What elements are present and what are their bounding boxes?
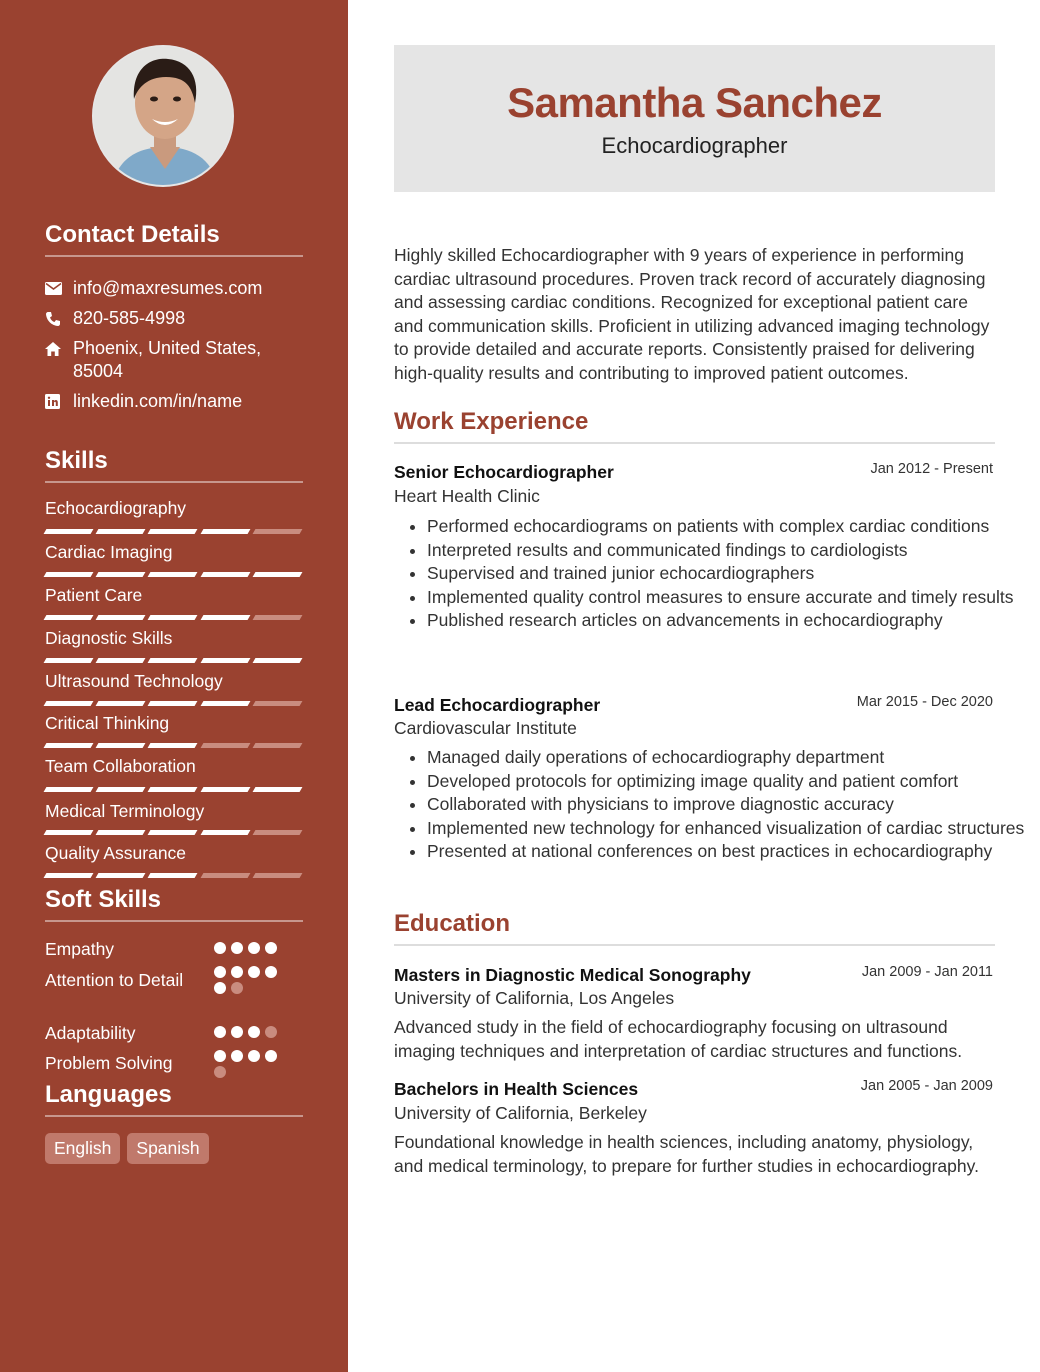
rating-segment — [252, 529, 302, 534]
skill-rating-bar — [45, 658, 301, 663]
skill-name: Team Collaboration — [45, 756, 196, 776]
contact-phone-text: 820-585-4998 — [73, 308, 186, 328]
rating-segment — [44, 701, 94, 706]
rating-segment — [252, 615, 302, 620]
rating-segment — [44, 873, 94, 878]
rating-segment — [44, 787, 94, 792]
job-bullets — [394, 515, 1027, 633]
soft-skill-name: Empathy — [45, 939, 115, 959]
bullet: • Interpreted results and communicated findings to cardiologists — [427, 539, 1027, 563]
rating-dot — [214, 1026, 226, 1038]
bullet: • Developed protocols for optimizing image quality and patient comfort — [427, 770, 1027, 794]
rating-segment — [252, 658, 302, 663]
address-line-2: 85004 — [73, 361, 124, 381]
rating-dot — [231, 966, 243, 978]
job-title: Senior Echocardiographer — [394, 462, 614, 482]
language-tag: English — [45, 1133, 120, 1164]
soft-skill-rating — [214, 966, 290, 994]
rating-segment — [252, 830, 302, 835]
rating-segment — [200, 529, 250, 534]
rating-dot — [265, 1050, 277, 1062]
contact-email-text: info@maxresumes.com — [73, 278, 263, 298]
rating-segment — [44, 615, 94, 620]
rating-segment — [200, 701, 250, 706]
rating-segment — [96, 873, 146, 878]
education-heading: Education — [394, 910, 995, 946]
languages-list — [45, 1133, 209, 1164]
job-dates: Jan 2012 - Present — [870, 461, 993, 477]
rating-segment — [148, 658, 198, 663]
rating-segment — [252, 787, 302, 792]
school-name: University of California, Berkeley — [394, 1103, 647, 1123]
rating-segment — [252, 701, 302, 706]
rating-segment — [96, 743, 146, 748]
skill-name: Patient Care — [45, 585, 143, 605]
degree-description: Foundational knowledge in health sciences, including anatomy, physiology, and medical terminology, to prepare for further studies in echocardiography. — [394, 1132, 979, 1176]
rating-dot — [214, 942, 226, 954]
rating-segment — [96, 658, 146, 663]
contact-linkedin-text: linkedin.com/in/name — [73, 391, 243, 411]
sidebar — [0, 0, 348, 1372]
bullet: • Implemented new technology for enhanced visualization of cardiac structures — [427, 817, 1027, 841]
rating-segment — [148, 787, 198, 792]
rating-dot — [265, 942, 277, 954]
degree-dates: Jan 2009 - Jan 2011 — [861, 964, 993, 980]
job-dates: Mar 2015 - Dec 2020 — [856, 694, 993, 710]
rating-segment — [200, 615, 250, 620]
rating-segment — [96, 830, 146, 835]
rating-dot — [265, 966, 277, 978]
rating-dot — [214, 1066, 226, 1078]
contact-linkedin[interactable] — [45, 390, 305, 413]
contact-heading: Contact Details — [45, 221, 303, 257]
phone-icon — [45, 307, 73, 330]
soft-skill-rating — [214, 1050, 290, 1078]
rating-dot — [214, 1050, 226, 1062]
bullet: • Published research articles on advancements in echocardiography — [427, 609, 1027, 633]
soft-skill-name: Attention to Detail — [45, 970, 184, 990]
skill-name: Echocardiography — [45, 498, 187, 518]
skill-rating-bar — [45, 830, 301, 835]
rating-segment — [252, 873, 302, 878]
rating-segment — [252, 743, 302, 748]
rating-segment — [148, 873, 198, 878]
language-tag: Spanish — [127, 1133, 208, 1164]
soft-skill-name: Problem Solving — [45, 1053, 173, 1073]
avatar — [92, 45, 234, 187]
skill-rating-bar — [45, 743, 301, 748]
skill-name: Cardiac Imaging — [45, 542, 173, 562]
rating-dot — [231, 1050, 243, 1062]
envelope-icon — [45, 277, 73, 300]
bullet: • Managed daily operations of echocardiography department — [427, 746, 1027, 770]
soft-skill-rating — [214, 1026, 290, 1038]
soft-skill-rating — [214, 942, 290, 954]
contact-email[interactable] — [45, 277, 305, 300]
rating-segment — [148, 743, 198, 748]
rating-segment — [148, 701, 198, 706]
bullet: • Performed echocardiograms on patients with complex cardiac conditions — [427, 515, 1027, 539]
rating-segment — [200, 743, 250, 748]
rating-segment — [200, 830, 250, 835]
rating-segment — [44, 830, 94, 835]
school-name: University of California, Los Angeles — [394, 988, 675, 1008]
summary: Highly skilled Echocardiographer with 9 years of experience in performing cardiac ultrasound procedures. Proven track record of accurately diagnosing and assessing cardiac conditions. Recognized for exceptional patient care and communication skills. Proficient in utilizing advanced imaging technology to provide detailed and accurate reports. Consistently praised for delivering high-quality results and contributing to improved patient outcomes. — [394, 245, 990, 383]
job-bullets — [394, 746, 1027, 864]
candidate-title: Echocardiographer — [601, 133, 788, 158]
home-icon — [45, 337, 73, 360]
rating-segment — [44, 529, 94, 534]
rating-segment — [44, 743, 94, 748]
soft-skill-name: Adaptability — [45, 1023, 136, 1043]
skill-name: Critical Thinking — [45, 713, 170, 733]
contact-phone[interactable] — [45, 307, 305, 330]
rating-segment — [200, 873, 250, 878]
skill-rating-bar — [45, 701, 301, 706]
rating-segment — [44, 658, 94, 663]
job-title: Lead Echocardiographer — [394, 695, 601, 715]
skill-rating-bar — [45, 873, 301, 878]
rating-dot — [265, 1026, 277, 1038]
rating-segment — [96, 701, 146, 706]
job-org: Cardiovascular Institute — [394, 718, 577, 738]
languages-heading: Languages — [45, 1081, 303, 1117]
rating-dot — [248, 1026, 260, 1038]
skills-heading: Skills — [45, 447, 303, 483]
rating-dot — [231, 1026, 243, 1038]
skill-rating-bar — [45, 615, 301, 620]
rating-dot — [214, 966, 226, 978]
linkedin-icon — [45, 390, 73, 413]
bullet: • Implemented quality control measures to ensure accurate and timely results — [427, 586, 1027, 610]
contact-address — [45, 337, 305, 383]
rating-segment — [148, 830, 198, 835]
rating-dot — [214, 982, 226, 994]
rating-segment — [96, 529, 146, 534]
skill-rating-bar — [45, 787, 301, 792]
rating-segment — [200, 658, 250, 663]
skill-name: Medical Terminology — [45, 801, 205, 821]
rating-segment — [148, 615, 198, 620]
rating-segment — [252, 572, 302, 577]
candidate-name: Samantha Sanchez — [507, 79, 882, 126]
bullet: • Presented at national conferences on best practices in echocardiography — [427, 840, 1027, 864]
skill-name: Ultrasound Technology — [45, 671, 223, 691]
rating-segment — [148, 572, 198, 577]
rating-segment — [96, 572, 146, 577]
rating-dot — [248, 1050, 260, 1062]
work-heading: Work Experience — [394, 408, 995, 444]
skill-name: Quality Assurance — [45, 843, 187, 863]
rating-segment — [200, 572, 250, 577]
degree-dates: Jan 2005 - Jan 2009 — [860, 1078, 993, 1094]
degree-description: Advanced study in the field of echocardiography focusing on ultrasound imaging techniques and interpretation of cardiac structures and functions. — [394, 1017, 963, 1061]
job-org: Heart Health Clinic — [394, 486, 540, 506]
soft-skills-heading: Soft Skills — [45, 886, 303, 922]
rating-segment — [44, 572, 94, 577]
rating-segment — [96, 787, 146, 792]
skill-rating-bar — [45, 529, 301, 534]
skill-name: Diagnostic Skills — [45, 628, 173, 648]
bullet: • Collaborated with physicians to improve diagnostic accuracy — [427, 793, 1027, 817]
skill-rating-bar — [45, 572, 301, 577]
rating-segment — [148, 529, 198, 534]
header — [394, 45, 995, 192]
rating-dot — [248, 942, 260, 954]
address-line-1: Phoenix, United States, — [73, 338, 262, 358]
degree-title: Bachelors in Health Sciences — [394, 1079, 639, 1099]
rating-segment — [200, 787, 250, 792]
rating-segment — [96, 615, 146, 620]
degree-title: Masters in Diagnostic Medical Sonography — [394, 965, 751, 985]
bullet: • Supervised and trained junior echocardiographers — [427, 562, 1027, 586]
profile-photo — [94, 47, 234, 187]
rating-dot — [231, 982, 243, 994]
rating-dot — [231, 942, 243, 954]
rating-dot — [248, 966, 260, 978]
